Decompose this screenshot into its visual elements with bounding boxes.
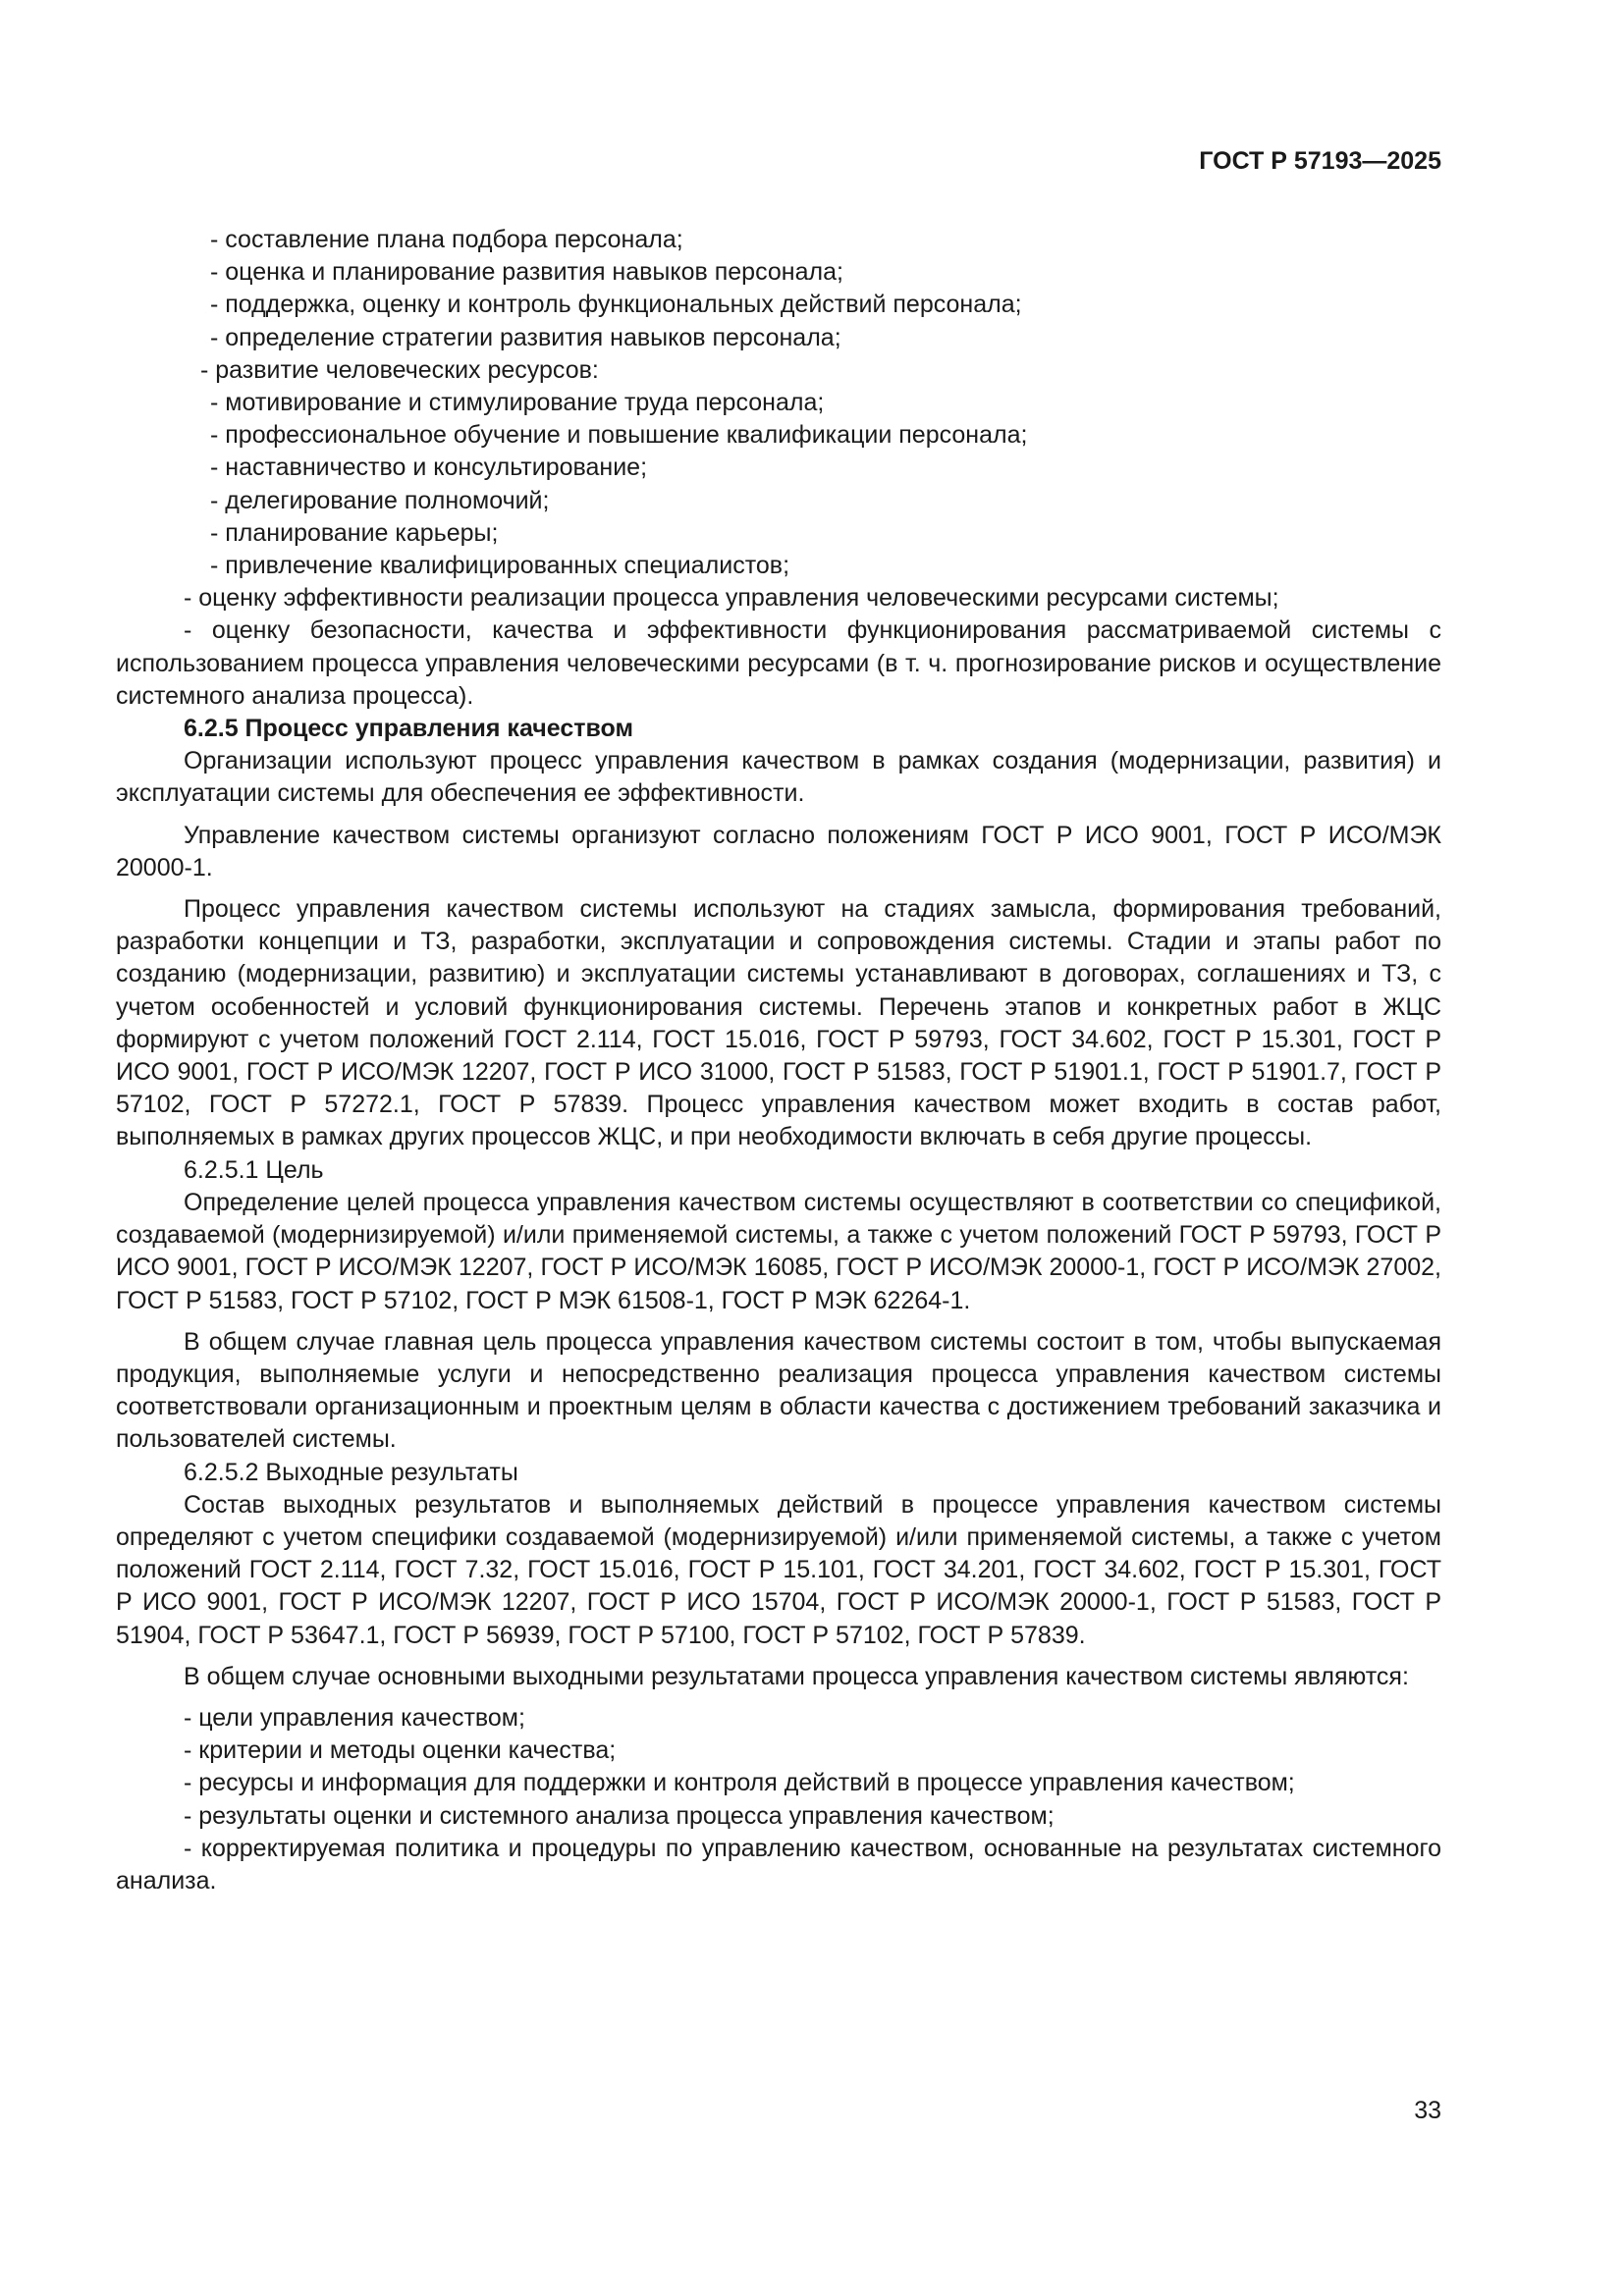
section-heading: 6.2.5 Процесс управления качеством	[184, 715, 633, 743]
paragraph: В общем случае главная цель процесса управления качеством системы состоит в том, чтобы выпускаемая продукция, выполняемые услуги и непосредственно реализация процесса управления качеством системы соответствовали организационным и проектным целям в области качества с достижением требований заказчика и пользователей системы.	[116, 1327, 1441, 1454]
list-item: - оценку безопасности, качества и эффективности функционирования рассматриваемой системы с использованием процесса управления человеческими ресурсами (в т. ч. прогнозирование рисков и осуществление системного анализа процесса).	[116, 616, 1441, 710]
document-code-header: ГОСТ Р 57193—2025	[1199, 147, 1441, 175]
list-item: - развитие человеческих ресурсов:	[200, 355, 599, 384]
list-item: - критерии и методы оценки качества;	[184, 1736, 617, 1765]
list-item: - оценка и планирование развития навыков персонала;	[210, 258, 843, 287]
paragraph: Состав выходных результатов и выполняемых действий в процессе управления качеством системы определяют с учетом специфики создаваемой (модернизируемой) и/или применяемой системы, а также с учетом положений ГОСТ 2.114, ГОСТ 7.32, ГОСТ 15.016, ГОСТ Р 15.101, ГОСТ 34.201, ГОСТ 34.602, ГОСТ Р 15.301, ГОСТ Р ИСО 9001, ГОСТ Р ИСО/МЭК 12207, ГОСТ Р ИСО 15704, ГОСТ Р ИСО/МЭК 20000-1, ГОСТ Р 51583, ГОСТ Р 51904, ГОСТ Р 53647.1, ГОСТ Р 56939, ГОСТ Р 57100, ГОСТ Р 57102, ГОСТ Р 57839.	[116, 1490, 1441, 1649]
paragraph: Организации используют процесс управления качеством в рамках создания (модернизации, развития) и эксплуатации системы для обеспечения ее эффективности.	[116, 747, 1441, 808]
list-item: - поддержка, оценку и контроль функциональных действий персонала;	[210, 291, 1022, 319]
list-item: - привлечение квалифицированных специалистов;	[210, 552, 790, 580]
list-item: - цели управления качеством;	[184, 1703, 525, 1732]
list-item: - результаты оценки и системного анализа процесса управления качеством;	[184, 1801, 1055, 1830]
list-item: - корректируемая политика и процедуры по управлению качеством, основанные на результатах системного анализа.	[116, 1834, 1441, 1895]
list-item: - планирование карьеры;	[210, 518, 499, 547]
subsection-heading: 6.2.5.1 Цель	[184, 1155, 324, 1184]
list-item: - определение стратегии развития навыков персонала;	[210, 323, 841, 351]
paragraph: Определение целей процесса управления качеством системы осуществляют в соответствии со спецификой, создаваемой (модернизируемой) и/или применяемой системы, а также с учетом положений ГОСТ Р 59793, ГОСТ Р ИСО 9001, ГОСТ Р ИСО/МЭК 12207, ГОСТ Р ИСО/МЭК 16085, ГОСТ Р ИСО/МЭК 20000-1, ГОСТ Р ИСО/МЭК 27002, ГОСТ Р 51583, ГОСТ Р 57102, ГОСТ Р МЭК 61508-1, ГОСТ Р МЭК 62264-1.	[116, 1188, 1441, 1314]
list-item: - ресурсы и информация для поддержки и контроля действий в процессе управления качеством;	[184, 1769, 1295, 1797]
list-item: - профессиональное обучение и повышение квалификации персонала;	[210, 421, 1028, 450]
list-item: - составление плана подбора персонала;	[210, 226, 683, 253]
document-body	[116, 224, 1441, 1897]
paragraph: Управление качеством системы организуют согласно положениям ГОСТ Р ИСО 9001, ГОСТ Р ИСО/МЭК 20000-1.	[116, 821, 1441, 881]
page-number: 33	[1414, 2097, 1441, 2124]
paragraph: В общем случае основными выходными результатами процесса управления качеством системы являются:	[184, 1662, 1409, 1690]
list-item: - оценку эффективности реализации процесса управления человеческими ресурсами системы;	[184, 584, 1279, 613]
list-item: - мотивирование и стимулирование труда персонала;	[210, 389, 825, 417]
list-item: - наставничество и консультирование;	[210, 454, 648, 482]
subsection-heading: 6.2.5.2 Выходные результаты	[184, 1458, 518, 1486]
paragraph: Процесс управления качеством системы используют на стадиях замысла, формирования требований, разработки концепции и ТЗ, разработки, эксплуатации и сопровождения системы. Стадии и этапы работ по созданию (модернизации, развитию) и эксплуатации системы устанавливают в договорах, соглашениях и ТЗ, с учетом особенностей и условий функционирования системы. Перечень этапов и конкретных работ в ЖЦС формируют с учетом положений ГОСТ 2.114, ГОСТ 15.016, ГОСТ Р 59793, ГОСТ 34.602, ГОСТ Р 15.301, ГОСТ Р ИСО 9001, ГОСТ Р ИСО/МЭК 12207, ГОСТ Р ИСО 31000, ГОСТ Р 51583, ГОСТ Р 51901.1, ГОСТ Р 51901.7, ГОСТ Р 57102, ГОСТ Р 57272.1, ГОСТ Р 57839. Процесс управления качеством может входить в состав работ, выполняемых в рамках других процессов ЖЦС, и при необходимости включать в себя другие процессы.	[116, 895, 1441, 1151]
list-item: - делегирование полномочий;	[210, 486, 550, 514]
